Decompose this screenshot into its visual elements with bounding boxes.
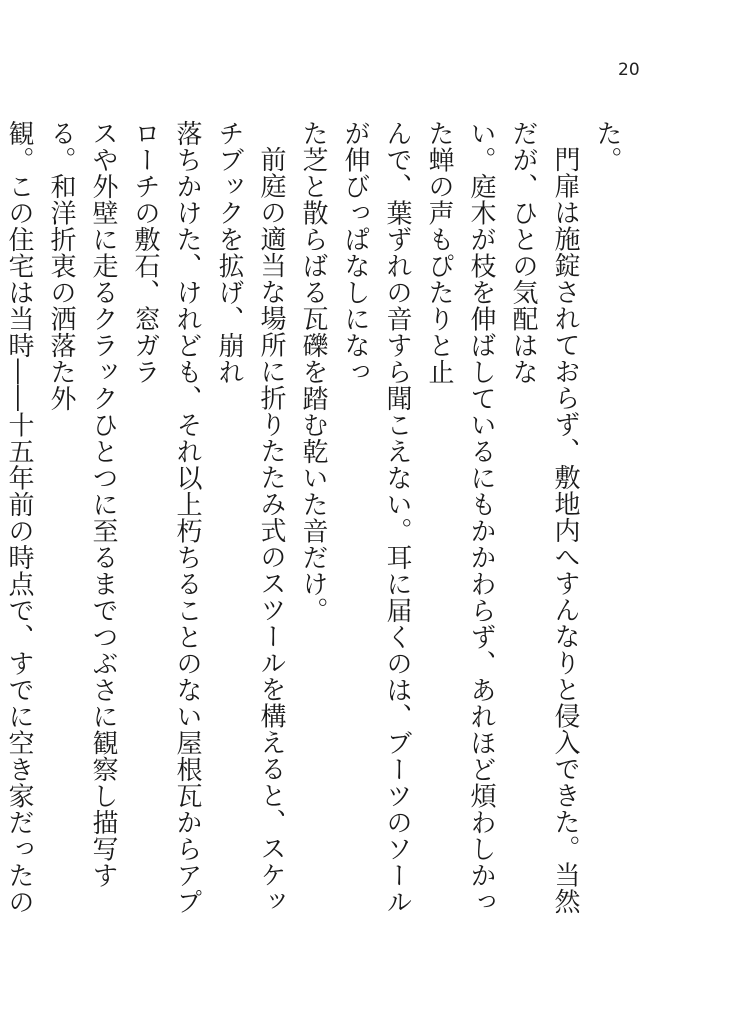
novel-body-text	[4, 120, 628, 940]
text-line: た芝と散らばる瓦礫を踏む乾いた音だけ。	[298, 120, 328, 624]
page-number: 20	[618, 60, 640, 80]
text-line: 観。この住宅は当時――十五年前の時点で、すでに空き家だったの	[4, 120, 34, 915]
text-line: 前庭の適当な場所に折りたたみ式のスツールを構えると、スケッチブックを拡げ、崩れ	[214, 120, 286, 915]
text-line: た。	[592, 120, 622, 173]
text-line: んで、葉ずれの音すら聞こえない。耳に届くのは、ブーツのソールが伸びっぱなしになっ	[340, 120, 412, 915]
text-line: スや外壁に走るクラックひとつに至るまでつぶさに観察し描写する。和洋折衷の洒落た外	[46, 120, 118, 889]
text-line: 門扉は施錠されておらず、敷地内へすんなりと侵入できた。当然だが、ひとの気配はな	[508, 120, 580, 915]
text-line: 落ちかけた、けれども、それ以上朽ちることのない屋根瓦からアプローチの敷石、窓ガラ	[130, 120, 202, 915]
text-line: い。庭木が枝を伸ばしているにもかかわらず、あれほど煩わしかった蝉の声もぴたりと止	[424, 120, 496, 915]
